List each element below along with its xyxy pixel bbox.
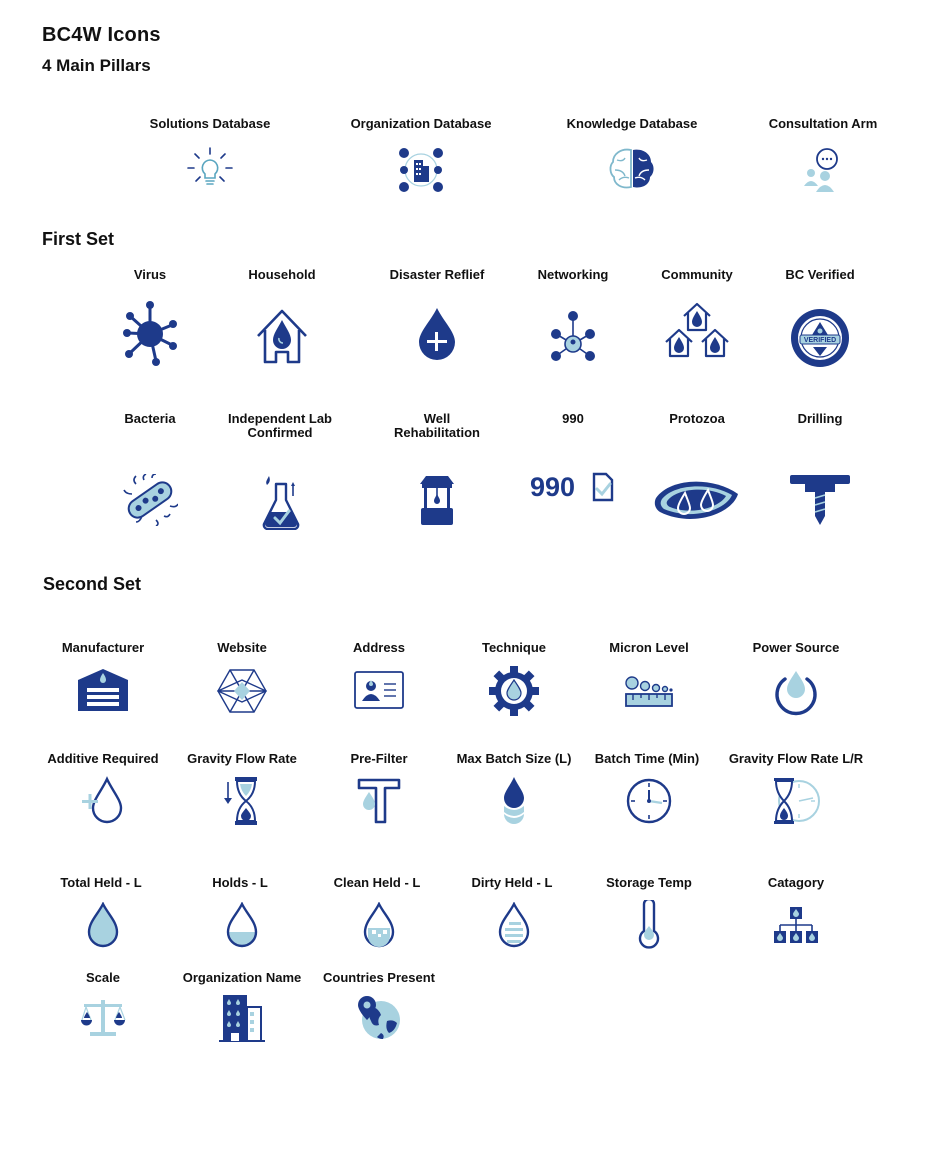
icon-label: Max Batch Size (L) bbox=[456, 751, 572, 766]
bacteria-icon bbox=[122, 474, 178, 526]
power-source-icon bbox=[771, 667, 821, 717]
section-title-first-set: First Set bbox=[42, 229, 115, 249]
virus-icon bbox=[122, 299, 178, 367]
pillar-solutions-database bbox=[135, 117, 285, 131]
first-set-well-rehabilitation bbox=[387, 412, 487, 440]
second-set-dirty-held bbox=[437, 876, 587, 890]
lab-flask-icon bbox=[261, 474, 301, 530]
icon-label: Batch Time (Min) bbox=[594, 751, 700, 766]
icon-label: Protozoa bbox=[669, 411, 725, 426]
first-set-drilling bbox=[745, 412, 895, 426]
website-icon bbox=[217, 668, 267, 714]
icon-label: Community bbox=[661, 267, 733, 282]
icon-label: Gravity Flow Rate bbox=[187, 751, 297, 766]
icon-label: Website bbox=[217, 640, 267, 655]
icon-label: Household bbox=[248, 267, 316, 282]
second-set-additive-required bbox=[28, 752, 178, 766]
networking-icon bbox=[548, 308, 598, 364]
manufacturer-icon bbox=[77, 668, 129, 712]
second-set-storage-temp bbox=[574, 876, 724, 890]
consultation-icon bbox=[799, 146, 847, 194]
flow-rate-timer-icon bbox=[773, 776, 821, 826]
second-set-micron-level bbox=[574, 641, 724, 655]
icon-label: Technique bbox=[481, 640, 547, 655]
category-hierarchy-icon bbox=[773, 906, 819, 944]
first-set-bacteria bbox=[75, 412, 225, 426]
second-set-countries-present bbox=[304, 971, 454, 985]
additive-drop-icon bbox=[81, 776, 125, 826]
icon-label: Holds - L bbox=[212, 875, 268, 890]
icon-label: Additive Required bbox=[47, 751, 159, 766]
disaster-relief-icon bbox=[415, 306, 459, 362]
icon-label: Micron Level bbox=[609, 640, 689, 655]
icon-label: Solutions Database bbox=[149, 116, 271, 131]
first-set-virus bbox=[75, 268, 225, 282]
globe-pin-icon bbox=[355, 995, 403, 1041]
page-title: BC4W Icons bbox=[42, 24, 161, 46]
second-set-gravity-flow-rate-lr bbox=[721, 752, 871, 766]
first-set-independent-lab-confirmed bbox=[215, 412, 345, 440]
svg-text:VERIFIED: VERIFIED bbox=[803, 337, 837, 344]
icon-label: Clean Held - L bbox=[333, 875, 421, 890]
icon-label: Pre-Filter bbox=[350, 751, 408, 766]
pillar-knowledge-database bbox=[557, 117, 707, 131]
second-set-total-held bbox=[26, 876, 176, 890]
form-990-text: 990 bbox=[530, 472, 576, 502]
lightbulb-icon bbox=[186, 146, 234, 194]
icon-label: Knowledge Database bbox=[566, 116, 698, 131]
icon-label: Networking bbox=[537, 267, 609, 282]
pillar-organization-database bbox=[346, 117, 496, 131]
second-set-power-source bbox=[721, 641, 871, 655]
icon-label: Catagory bbox=[767, 875, 825, 890]
address-card-icon bbox=[354, 671, 404, 709]
second-set-organization-name bbox=[167, 971, 317, 985]
gravity-hourglass-icon bbox=[224, 776, 260, 826]
max-batch-icon bbox=[501, 776, 527, 828]
icon-label: Scale bbox=[86, 970, 120, 985]
protozoa-icon bbox=[652, 474, 742, 526]
second-set-max-batch-size bbox=[439, 752, 589, 766]
icon-label: Manufacturer bbox=[61, 640, 145, 655]
second-set-scale bbox=[28, 971, 178, 985]
first-set-bc-verified bbox=[745, 268, 895, 282]
icon-label: Address bbox=[352, 640, 406, 655]
icon-label: Disaster Reflief bbox=[389, 267, 485, 282]
micron-level-icon bbox=[625, 676, 673, 708]
clean-held-drop-icon bbox=[362, 902, 396, 950]
form-990-icon bbox=[530, 472, 614, 502]
batch-clock-icon bbox=[626, 778, 672, 824]
icon-label: Drilling bbox=[797, 411, 843, 426]
pre-filter-icon bbox=[356, 776, 402, 826]
community-icon bbox=[664, 302, 730, 360]
icon-label: Bacteria bbox=[124, 411, 176, 426]
technique-gear-icon bbox=[489, 666, 539, 716]
icon-label: Storage Temp bbox=[606, 875, 692, 890]
section-title-pillars: 4 Main Pillars bbox=[42, 56, 151, 75]
icon-label: Countries Present bbox=[323, 970, 435, 985]
icon-label: Power Source bbox=[752, 640, 840, 655]
icon-label: Total Held - L bbox=[60, 875, 142, 890]
icon-label: Well Rehabilitation bbox=[394, 411, 480, 440]
brain-icon bbox=[607, 144, 657, 194]
first-set-disaster-relief bbox=[362, 268, 512, 282]
icon-label: Gravity Flow Rate L/R bbox=[728, 751, 864, 766]
second-set-clean-held bbox=[302, 876, 452, 890]
icon-label: Consultation Arm bbox=[768, 116, 878, 131]
second-set-catagory bbox=[721, 876, 871, 890]
scale-icon bbox=[80, 998, 126, 1038]
icon-label: Dirty Held - L bbox=[471, 875, 553, 890]
icon-label: 990 bbox=[562, 411, 584, 426]
second-set-batch-time bbox=[572, 752, 722, 766]
total-held-drop-icon bbox=[86, 902, 120, 950]
second-set-pre-filter bbox=[304, 752, 454, 766]
icon-label: BC Verified bbox=[785, 267, 855, 282]
pillar-consultation-arm bbox=[748, 117, 898, 131]
icon-label: Virus bbox=[133, 267, 167, 282]
thermometer-icon bbox=[636, 900, 662, 950]
dirty-held-drop-icon bbox=[497, 902, 531, 950]
icon-label: Organization Database bbox=[350, 116, 492, 131]
icon-label: Organization Name bbox=[182, 970, 302, 985]
organization-network-icon bbox=[397, 146, 445, 194]
building-icon bbox=[219, 993, 265, 1043]
second-set-gravity-flow-rate bbox=[167, 752, 317, 766]
second-set-manufacturer bbox=[28, 641, 178, 655]
drilling-icon bbox=[789, 474, 851, 526]
second-set-holds bbox=[165, 876, 315, 890]
icon-label: Independent Lab Confirmed bbox=[228, 411, 332, 440]
holds-drop-icon bbox=[225, 902, 259, 950]
second-set-technique bbox=[439, 641, 589, 655]
verified-badge-icon bbox=[788, 306, 852, 370]
well-icon bbox=[418, 474, 456, 526]
household-icon bbox=[254, 306, 310, 366]
section-title-second-set: Second Set bbox=[43, 574, 142, 594]
first-set-household bbox=[207, 268, 357, 282]
second-set-address bbox=[304, 641, 454, 655]
second-set-website bbox=[167, 641, 317, 655]
